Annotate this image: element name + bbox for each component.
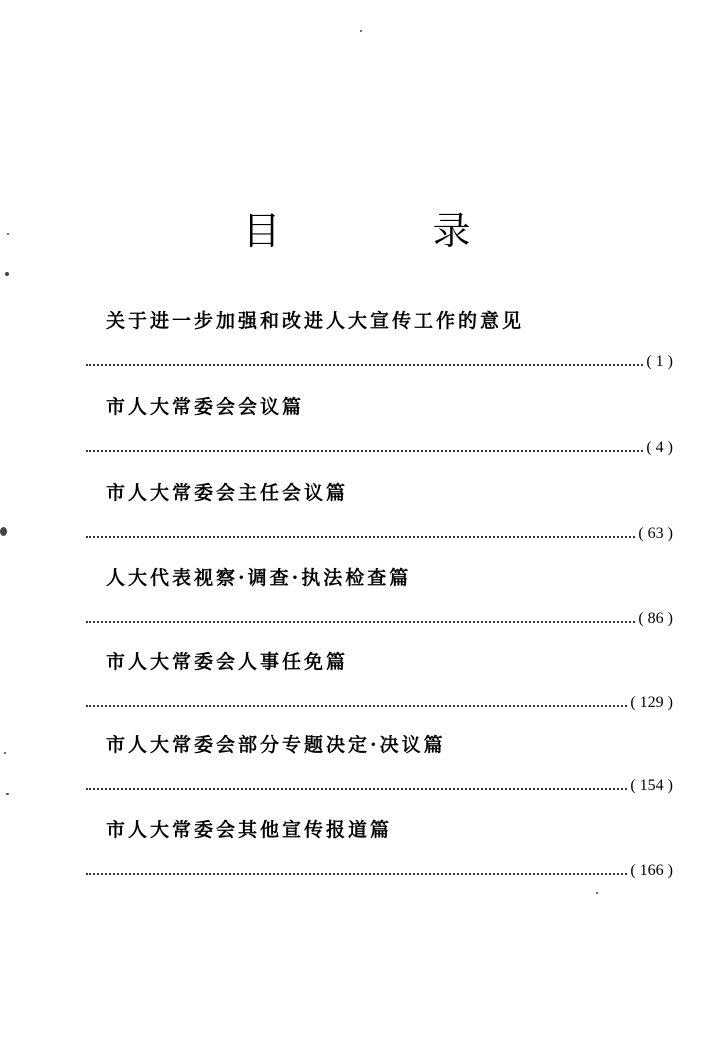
toc-entry-title: 市人大常委会其他宣传报道篇 [106,819,393,841]
toc-entry [0,730,713,800]
scan-speck [4,752,6,754]
scan-speck [360,30,362,32]
scan-speck [5,272,9,276]
toc-leader-row [86,607,673,631]
toc-page-number: ( 129 ) [630,694,673,711]
dot-leader [86,859,627,875]
dot-leader [86,522,635,538]
scan-speck [6,793,9,795]
scan-speck [0,527,7,536]
scan-speck [596,892,598,894]
toc-page-number: ( 63 ) [638,525,673,542]
toc-page-number: ( 1 ) [646,353,673,370]
dot-leader [86,691,627,707]
dot-leader [86,436,643,452]
toc-entry-title: 市人大常委会主任会议篇 [106,482,349,504]
toc-entry [0,478,713,548]
toc-entry-title: 市人大常委会人事任免篇 [106,651,349,673]
toc-leader-row [86,859,673,883]
toc-entry [0,815,713,885]
toc-entry-title: 人大代表视察·调查·执法检查篇 [106,567,412,589]
toc-page-number: ( 166 ) [630,862,673,879]
toc-page-number: ( 154 ) [630,777,673,794]
toc-leader-row [86,522,673,546]
dot-leader [86,607,635,623]
toc-leader-row [86,691,673,715]
toc-entry-title: 市人大常委会会议篇 [106,396,305,418]
toc-page-number: ( 86 ) [638,610,673,627]
toc-entry-title: 市人大常委会部分专题决定·决议篇 [106,734,446,756]
toc-entry [0,563,713,633]
scan-speck [7,233,9,235]
toc-entry [0,647,713,717]
page-title: 目 录 [242,209,541,253]
toc-leader-row [86,436,673,460]
toc-entry-title: 关于进一步加强和改进人大宣传工作的意见 [106,310,525,332]
toc-page-number: ( 4 ) [646,439,673,456]
dot-leader [86,774,627,790]
dot-leader [86,350,643,366]
toc-leader-row [86,350,673,374]
toc-leader-row [86,774,673,798]
toc-entry [0,392,713,462]
toc-entry [0,306,713,376]
